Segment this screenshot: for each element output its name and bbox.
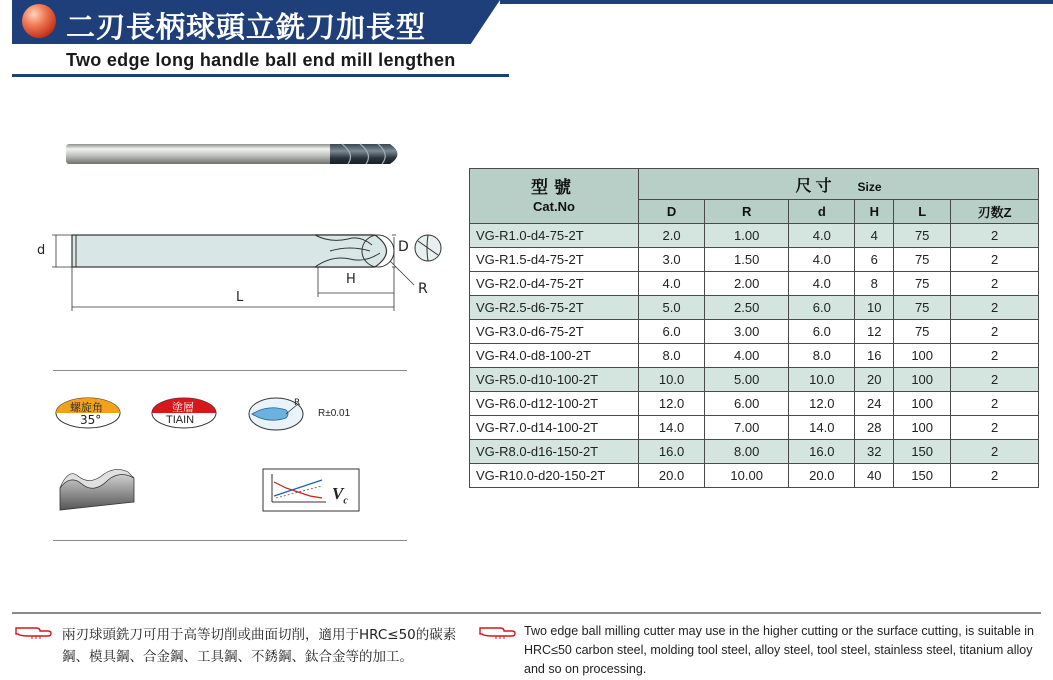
column-header: 刃数Z: [951, 200, 1039, 224]
value-cell: 20.0: [789, 464, 855, 488]
value-cell: 2: [951, 416, 1039, 440]
value-cell: 12.0: [639, 392, 705, 416]
value-cell: 20.0: [639, 464, 705, 488]
model-cell: VG-R6.0-d12-100-2T: [470, 392, 639, 416]
table-row: [470, 224, 1039, 248]
cat-no-header: 型號 Cat.No: [470, 169, 639, 224]
value-cell: 4: [855, 224, 894, 248]
model-cell: VG-R3.0-d6-75-2T: [470, 320, 639, 344]
value-cell: 6.0: [789, 320, 855, 344]
table-row: [470, 296, 1039, 320]
red-ball-icon: [22, 4, 56, 38]
value-cell: 75: [894, 272, 951, 296]
value-cell: 150: [894, 464, 951, 488]
value-cell: 2: [951, 272, 1039, 296]
value-cell: 20: [855, 368, 894, 392]
dim-label-L: L: [236, 290, 244, 305]
column-header: d: [789, 200, 855, 224]
title-underline: [12, 74, 509, 77]
value-cell: 6.0: [789, 296, 855, 320]
value-cell: 3.0: [639, 248, 705, 272]
value-cell: 3.00: [705, 320, 789, 344]
coating-value: TIAIN: [166, 414, 195, 426]
page-title-en: Two edge long handle ball end mill lengthen: [66, 50, 456, 70]
model-cell: VG-R4.0-d8-100-2T: [470, 344, 639, 368]
helix-value: 35°: [80, 413, 102, 427]
header-top-rule: [500, 0, 1053, 4]
pointing-hand-icon: [14, 622, 52, 640]
description-en: Two edge ball milling cutter may use in the higher cutting or the surface cutting, is suitable in HRC≤50 carbon steel, molding tool steel, alloy steel, tool steel, stainless steel, titanium alloy and so on processing.: [524, 624, 1034, 676]
model-cell: VG-R1.0-d4-75-2T: [470, 224, 639, 248]
size-header: 尺寸 Size: [639, 169, 1039, 200]
table-row: [470, 344, 1039, 368]
value-cell: 16: [855, 344, 894, 368]
column-header: L: [894, 200, 951, 224]
value-cell: 4.0: [789, 248, 855, 272]
value-cell: 2: [951, 464, 1039, 488]
value-cell: 12: [855, 320, 894, 344]
column-header: H: [855, 200, 894, 224]
value-cell: 16.0: [639, 440, 705, 464]
value-cell: 10.0: [789, 368, 855, 392]
value-cell: 6: [855, 248, 894, 272]
pointing-hand-icon: [478, 622, 516, 640]
value-cell: 4.0: [789, 224, 855, 248]
value-cell: 1.00: [705, 224, 789, 248]
table-row: [470, 272, 1039, 296]
table-row: [470, 368, 1039, 392]
value-cell: 28: [855, 416, 894, 440]
value-cell: 75: [894, 296, 951, 320]
tolerance-r-label: R: [294, 398, 301, 408]
value-cell: 2: [951, 368, 1039, 392]
value-cell: 10.00: [705, 464, 789, 488]
value-cell: 4.00: [705, 344, 789, 368]
value-cell: 2: [951, 296, 1039, 320]
value-cell: 100: [894, 392, 951, 416]
column-header: D: [639, 200, 705, 224]
value-cell: 2: [951, 440, 1039, 464]
value-cell: 14.0: [639, 416, 705, 440]
value-cell: 4.0: [639, 272, 705, 296]
page-title-cn: 二刃長柄球頭立銑刀加長型: [66, 10, 427, 44]
table-row: [470, 392, 1039, 416]
table-row: [470, 248, 1039, 272]
value-cell: 2.0: [639, 224, 705, 248]
tolerance-text: R±0.01: [318, 408, 351, 419]
value-cell: 2: [951, 224, 1039, 248]
coating-label: 塗層: [172, 401, 194, 414]
value-cell: 8.0: [639, 344, 705, 368]
model-cell: VG-R2.0-d4-75-2T: [470, 272, 639, 296]
value-cell: 10: [855, 296, 894, 320]
dim-label-H: H: [346, 272, 356, 287]
vc-label: $V_c$: [332, 484, 348, 507]
value-cell: 2: [951, 248, 1039, 272]
radius-tolerance-icon: [246, 394, 312, 434]
value-cell: 75: [894, 224, 951, 248]
model-cell: VG-R5.0-d10-100-2T: [470, 368, 639, 392]
value-cell: 75: [894, 248, 951, 272]
value-cell: 5.00: [705, 368, 789, 392]
curved-surface-icon: [58, 466, 136, 512]
description-cn: 兩刃球頭銑刀可用于高等切削或曲面切削，適用于HRC≤50的碳素鋼、模具鋼、合金鋼、工具鋼、不銹鋼、鈦合金等的加工。: [62, 627, 457, 665]
value-cell: 4.0: [789, 272, 855, 296]
model-cell: VG-R2.5-d6-75-2T: [470, 296, 639, 320]
value-cell: 6.0: [639, 320, 705, 344]
value-cell: 40: [855, 464, 894, 488]
value-cell: 12.0: [789, 392, 855, 416]
value-cell: 14.0: [789, 416, 855, 440]
value-cell: 75: [894, 320, 951, 344]
value-cell: 2.50: [705, 296, 789, 320]
value-cell: 10.0: [639, 368, 705, 392]
dim-label-D: D: [398, 239, 409, 255]
model-cell: VG-R10.0-d20-150-2T: [470, 464, 639, 488]
table-row: [470, 320, 1039, 344]
value-cell: 5.0: [639, 296, 705, 320]
value-cell: 24: [855, 392, 894, 416]
table-row: [470, 464, 1039, 488]
model-cell: VG-R1.5-d4-75-2T: [470, 248, 639, 272]
dim-label-R: R: [418, 281, 428, 297]
value-cell: 2: [951, 344, 1039, 368]
value-cell: 2: [951, 320, 1039, 344]
value-cell: 8: [855, 272, 894, 296]
column-header: R: [705, 200, 789, 224]
features-top-divider: [53, 370, 407, 371]
value-cell: 1.50: [705, 248, 789, 272]
value-cell: 8.00: [705, 440, 789, 464]
features-bottom-divider: [53, 540, 407, 541]
value-cell: 100: [894, 344, 951, 368]
dim-label-d: d: [37, 243, 46, 258]
table-row: [470, 440, 1039, 464]
value-cell: 6.00: [705, 392, 789, 416]
value-cell: 16.0: [789, 440, 855, 464]
value-cell: 150: [894, 440, 951, 464]
helix-label: 螺旋角: [70, 401, 103, 414]
end-mill-photo: [60, 134, 405, 174]
value-cell: 100: [894, 368, 951, 392]
value-cell: 100: [894, 416, 951, 440]
value-cell: 7.00: [705, 416, 789, 440]
value-cell: 2.00: [705, 272, 789, 296]
model-cell: VG-R7.0-d14-100-2T: [470, 416, 639, 440]
value-cell: 8.0: [789, 344, 855, 368]
spec-table: [469, 168, 1039, 488]
table-row: [470, 416, 1039, 440]
value-cell: 2: [951, 392, 1039, 416]
model-cell: VG-R8.0-d16-150-2T: [470, 440, 639, 464]
footer-divider: [12, 612, 1041, 614]
value-cell: 32: [855, 440, 894, 464]
